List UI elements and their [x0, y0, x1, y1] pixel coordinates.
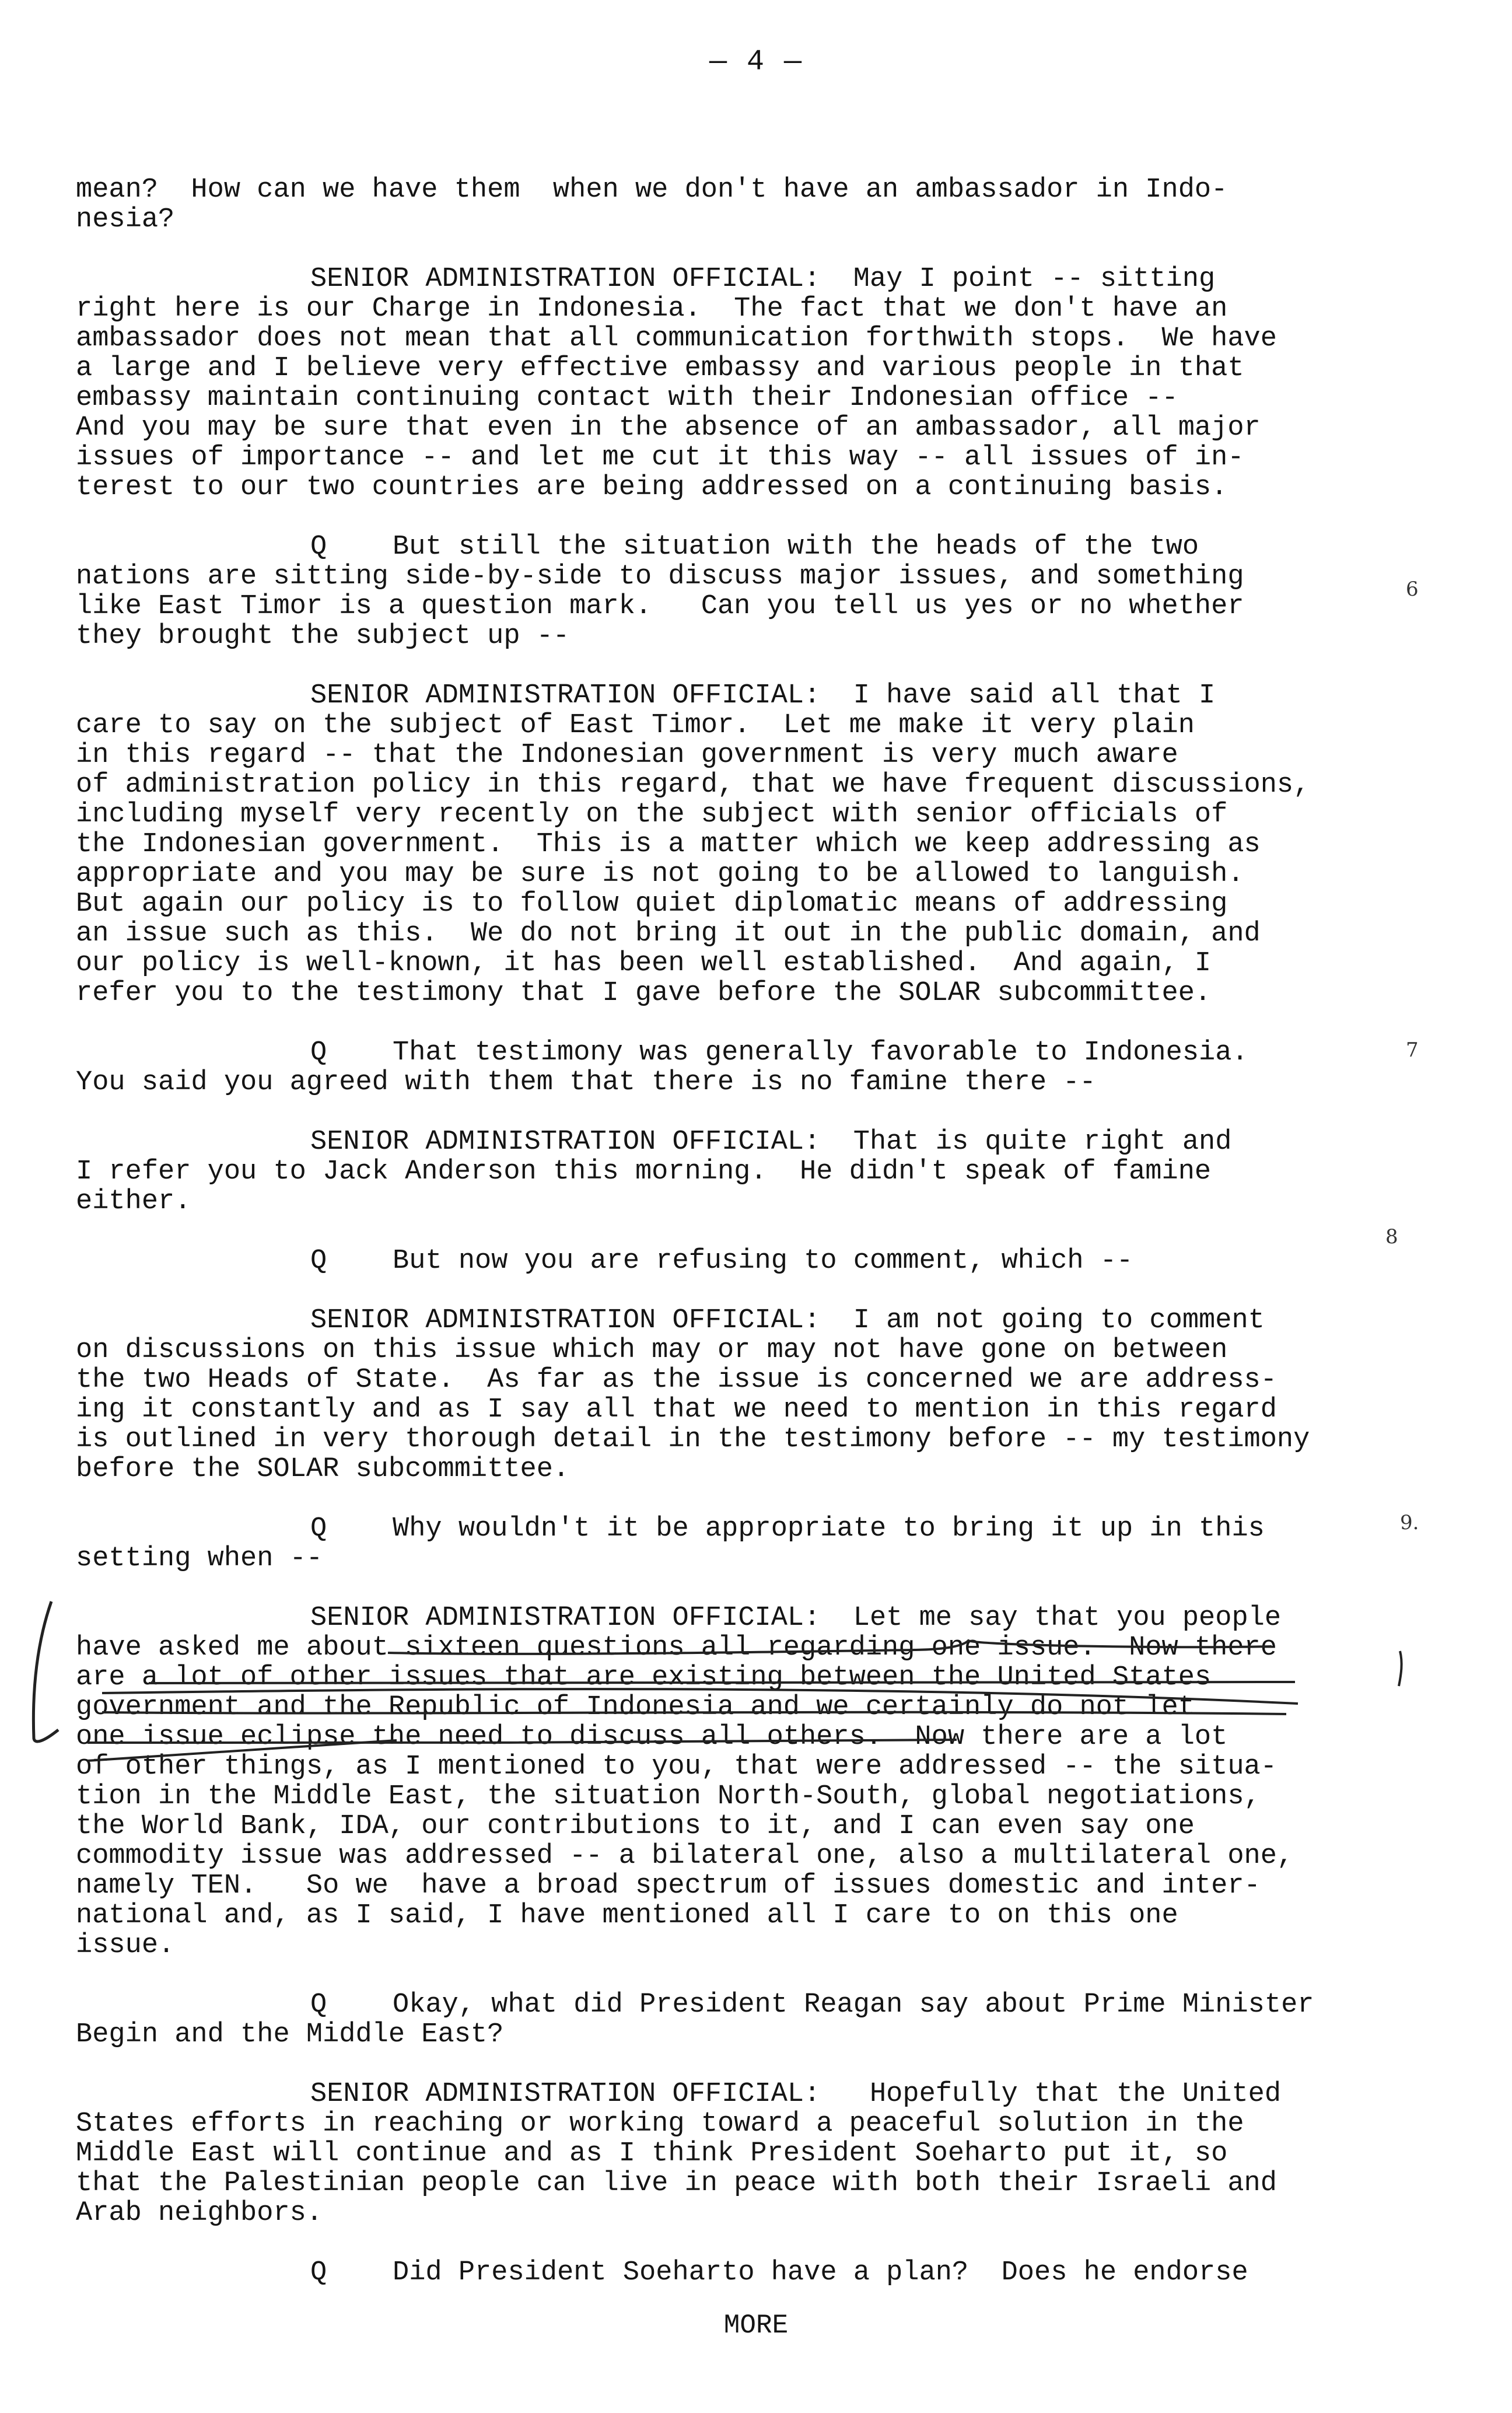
paragraph-gap [76, 1008, 1452, 1038]
text-line: nesia? [76, 204, 175, 235]
text-line: ing it constantly and as I say all that we need to mention in this regard [76, 1394, 1277, 1425]
text-line: our policy is well-known, it has been well established. And again, I [76, 948, 1212, 979]
text-line: before the SOLAR subcommittee. [76, 1454, 570, 1485]
text-line: commodity issue was addressed -- a bilateral one, also a multilateral one, [76, 1841, 1294, 1872]
footer-more: MORE [723, 2310, 789, 2341]
paragraph-gap [76, 1484, 1452, 1514]
speaker-line: SENIOR ADMINISTRATION OFFICIAL: I have said all that I [310, 680, 1216, 711]
text-line: issues of importance -- and let me cut it this way -- all issues of in- [76, 442, 1244, 473]
paragraph-gap [76, 2050, 1452, 2079]
text-line: have asked me about sixteen questions all regarding one issue. Now there [76, 1632, 1277, 1663]
text-line: like East Timor is a question mark. Can you tell us yes or no whether [76, 591, 1244, 622]
paragraph-gap [76, 1276, 1452, 1306]
margin-mark-9: 9. [1400, 1511, 1419, 1534]
paragraph-gap [76, 1216, 1452, 1246]
question-line: Q Did President Soeharto have a plan? Does he endorse [310, 2257, 1248, 2288]
text-line: Begin and the Middle East? [76, 2019, 504, 2050]
text-line: Arab neighbors. [76, 2198, 323, 2229]
margin-mark-6: 6 [1406, 578, 1419, 601]
text-line: embassy maintain continuing contact with their Indonesian office -- [76, 383, 1178, 414]
text-line: on discussions on this issue which may or may not have gone on between [76, 1335, 1228, 1366]
speaker-line: SENIOR ADMINISTRATION OFFICIAL: I am not going to comment [310, 1305, 1265, 1336]
paragraph-gap [76, 502, 1452, 532]
text-line: national and, as I said, I have mentioned all I care to on this one [76, 1900, 1178, 1931]
speaker-line: SENIOR ADMINISTRATION OFFICIAL: May I point -- sitting [310, 264, 1216, 295]
paragraph-gap [76, 235, 1452, 264]
text-line: in this regard -- that the Indonesian government is very much aware [76, 740, 1178, 771]
text-line: care to say on the subject of East Timor. Let me make it very plain [76, 710, 1195, 741]
text-line: And you may be sure that even in the absence of an ambassador, all major [76, 412, 1261, 443]
paragraph-gap [76, 651, 1452, 681]
speaker-line: SENIOR ADMINISTRATION OFFICIAL: Hopefully that the United [310, 2079, 1282, 2110]
text-line: namely TEN. So we have a broad spectrum of issues domestic and inter- [76, 1870, 1261, 1901]
margin-mark-8: 8 [1385, 1225, 1398, 1249]
text-line: terest to our two countries are being addressed on a continuing basis. [76, 472, 1228, 503]
text-line: an issue such as this. We do not bring it out in the public domain, and [76, 918, 1261, 949]
question-line: Q But now you are refusing to comment, which -- [310, 1246, 1133, 1277]
text-line: States efforts in reaching or working toward a peaceful solution in the [76, 2108, 1244, 2139]
text-line: Middle East will continue and as I think President Soeharto put it, so [76, 2138, 1228, 2169]
question-line: Q Okay, what did President Reagan say about Prime Minister [310, 1989, 1314, 2020]
speaker-line: SENIOR ADMINISTRATION OFFICIAL: That is quite right and [310, 1127, 1232, 1157]
question-line: Q Why wouldn't it be appropriate to bring it up in this [310, 1513, 1265, 1544]
text-line: nations are sitting side-by-side to discuss major issues, and something [76, 561, 1244, 592]
margin-mark-7: 7 [1406, 1038, 1419, 1062]
text-line: one issue eclipse the need to discuss all others. Now there are a lot [76, 1722, 1228, 1753]
text-line: mean? How can we have them when we don't have an ambassador in Indo- [76, 174, 1228, 205]
text-line: government and the Republic of Indonesia and we certainly do not let [76, 1692, 1195, 1723]
transcript-body [76, 175, 1452, 2288]
text-line: the two Heads of State. As far as the issue is concerned we are address- [76, 1365, 1277, 1396]
paragraph-gap [76, 1573, 1452, 1603]
text-line: I refer you to Jack Anderson this morning. He didn't speak of famine [76, 1156, 1212, 1187]
text-line: the World Bank, IDA, our contributions to it, and I can even say one [76, 1811, 1195, 1842]
page-number: — 4 — [709, 46, 803, 79]
text-line: But again our policy is to follow quiet diplomatic means of addressing [76, 889, 1228, 919]
text-line: of administration policy in this regard, that we have frequent discussions, [76, 770, 1310, 800]
text-line: You said you agreed with them that there is no famine there -- [76, 1067, 1096, 1098]
text-line: tion in the Middle East, the situation North-South, global negotiations, [76, 1781, 1261, 1812]
paragraph-gap [76, 1097, 1452, 1127]
text-line: are a lot of other issues that are existing between the United States [76, 1662, 1212, 1693]
paragraph-gap [76, 1960, 1452, 1990]
text-line: setting when -- [76, 1543, 323, 1574]
text-line: refer you to the testimony that I gave before the SOLAR subcommittee. [76, 978, 1212, 1009]
text-line: issue. [76, 1930, 175, 1961]
text-line: the Indonesian government. This is a matter which we keep addressing as [76, 829, 1261, 860]
text-line: either. [76, 1186, 191, 1217]
text-line: including myself very recently on the subject with senior officials of [76, 799, 1228, 830]
text-line: a large and I believe very effective embassy and various people in that [76, 353, 1244, 384]
question-line: Q But still the situation with the heads of the two [310, 531, 1199, 562]
speaker-line: SENIOR ADMINISTRATION OFFICIAL: Let me say that you people [310, 1603, 1282, 1634]
text-line: they brought the subject up -- [76, 621, 570, 652]
text-line: of other things, as I mentioned to you, that were addressed -- the situa- [76, 1751, 1277, 1782]
text-line: ambassador does not mean that all communication forthwith stops. We have [76, 323, 1277, 354]
text-line: is outlined in very thorough detail in the testimony before -- my testimony [76, 1424, 1310, 1455]
text-line: that the Palestinian people can live in peace with both their Israeli and [76, 2168, 1277, 2199]
margin-bracket-left [33, 1601, 58, 1741]
text-line: right here is our Charge in Indonesia. The fact that we don't have an [76, 293, 1228, 324]
text-line: appropriate and you may be sure is not going to be allowed to languish. [76, 859, 1244, 890]
paragraph-gap [76, 2228, 1452, 2258]
question-line: Q That testimony was generally favorable to Indonesia. [310, 1037, 1248, 1068]
